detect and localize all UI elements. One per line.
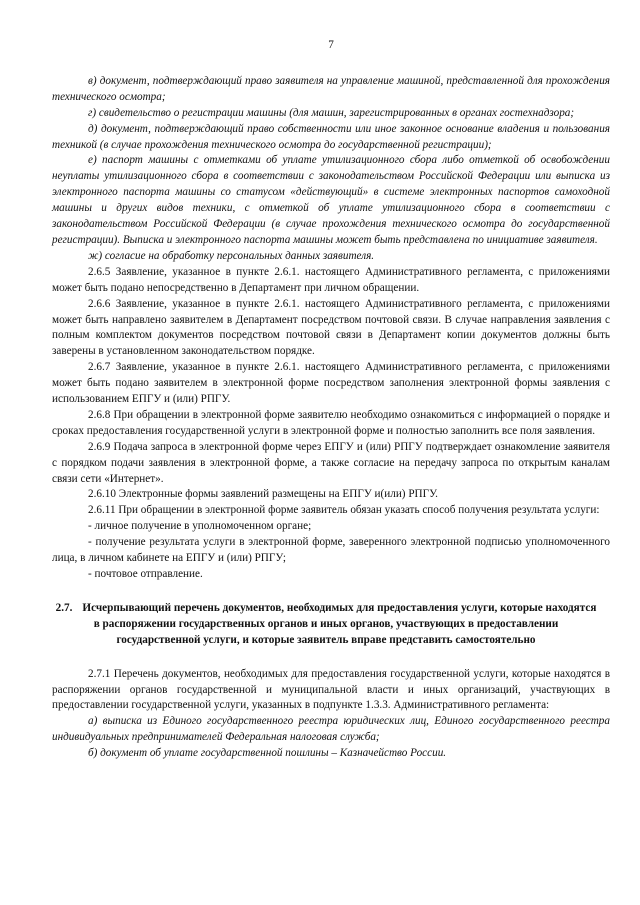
paragraph-2-6-11: 2.6.11 При обращении в электронной форме заявитель обязан указать способ получения результата услуги: — [88, 504, 600, 517]
list-item-postal: - почтовое отправление. — [88, 568, 203, 580]
paragraph-2-6-9: 2.6.9 Подача запроса в электронной форме через ЕПГУ и (или) РПГУ подтверждает ознакомление заявителя с порядком подачи заявления в электронной форме, а также согласие на передачу запроса по открытым каналам связи сети «Интернет». — [52, 440, 610, 485]
paragraph-2-6-4-d: д) документ, подтверждающий право собственности или иное законное основание владения и пользования техникой (в случае прохождения технического осмотра до государственной регистрации); — [52, 122, 610, 151]
paragraph-2-6-5: 2.6.5 Заявление, указанное в пункте 2.6.1. настоящего Административного регламента, с приложениями может быть подано непосредственно в Департамент при личном обращении. — [52, 265, 610, 294]
page-number: 7 — [328, 39, 334, 51]
section-number: 2.7. — [55, 601, 73, 614]
paragraph-2-6-8: 2.6.8 При обращении в электронной форме заявителю необходимо ознакомиться с информацией о порядке и сроках предоставления государственной услуги в электронной форме и полностью заполнить все поля заявления. — [52, 408, 610, 437]
paragraph-2-6-4-g: г) свидетельство о регистрации машины (для машин, зарегистрированных в органах гостехнадзора; — [88, 106, 575, 119]
paragraph-2-7-1-a: а) выписка из Единого государственного реестра юридических лиц, Единого государственного реестра индивидуальных предпринимателей Федеральная налоговая служба; — [52, 715, 610, 744]
paragraph-2-6-4-e: е) паспорт машины с отметками об уплате утилизационного сбора либо отметкой об освобождении неуплаты утилизационного сбора в соответствии с законодательством Российской Федерации или выписка из электронного паспорта машины со статусом «действующий» в системе электронных паспортов самоходной машины и других видов техники, с отметкой об уплате утилизационного сбора в соответствии с законодательством Российской Федерации (в случае прохождения технического осмотра до государственной регистрации). Выписка и электронного паспорта машины может быть представлена по инициативе заявителя. — [52, 154, 610, 246]
section-2-6-paragraphs — [52, 74, 610, 583]
section-title: Исчерпывающий перечень документов, необходимых для предоставления услуги, которые находятся в распоряжении государственных органов и иных органов, участвующих в предоставлении государственной услуги, и которые заявитель вправе представить самостоятельно — [82, 601, 597, 646]
section-heading-2-7 — [52, 601, 600, 649]
paragraph-2-6-10: 2.6.10 Электронные формы заявлений размещены на ЕПГУ и(или) РПГУ. — [88, 488, 438, 501]
paragraph-2-6-7: 2.6.7 Заявление, указанное в пункте 2.6.1. настоящего Административного регламента, с приложениями может быть подано заявителем в электронной форме посредством заполнения электронной формы заявления с использованием ЕПГУ и (или) РПГУ. — [52, 361, 610, 406]
list-item-electronic-result: - получение результата услуги в электронной форме, заверенного электронной подписью уполномоченного лица, в личном кабинете на ЕПГУ и (или) РПГУ; — [52, 536, 610, 565]
paragraph-2-7-1-b: б) документ об уплате государственной пошлины – Казначейство России. — [88, 747, 447, 760]
section-2-7-paragraphs — [52, 667, 610, 762]
paragraph-2-6-4-zh: ж) согласие на обработку персональных данных заявителя. — [88, 249, 375, 262]
paragraph-2-7-1: 2.7.1 Перечень документов, необходимых для предоставления государственной услуги, которые находятся в распоряжении органов государственной и муниципальной власти и иных организаций, участвующих в предоставлении государственной услуги, указанных в подпункте 1.3.3. Административного регламента: — [52, 667, 610, 712]
list-item-personal-pickup: - личное получение в уполномоченном органе; — [88, 520, 312, 533]
paragraph-2-6-4-v: в) документ, подтверждающий право заявителя на управление машиной, представленной для прохождения технического осмотра; — [52, 74, 610, 103]
paragraph-2-6-6: 2.6.6 Заявление, указанное в пункте 2.6.1. настоящего Административного регламента, с приложениями может быть направлено заявителем в Департамент посредством почтовой связи. В случае направления заявления с полным комплектом документов посредством почтовой связи в Департамент копии документов должны быть заверены в установленном законодательством порядке. — [52, 297, 610, 358]
